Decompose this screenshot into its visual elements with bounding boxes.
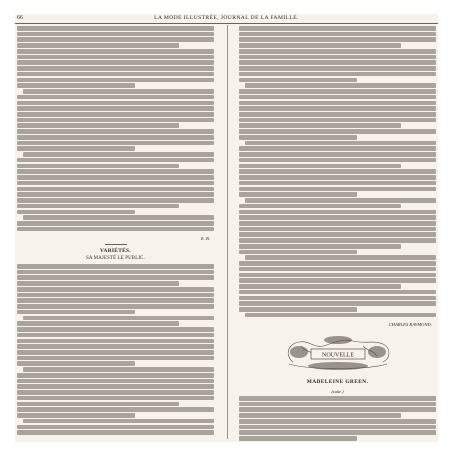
text-line: [17, 407, 214, 412]
text-line: [17, 129, 214, 134]
text-line: [239, 158, 436, 163]
text-line: [17, 321, 179, 326]
text-line: [239, 290, 436, 295]
text-line: [17, 361, 135, 366]
text-line: [239, 181, 436, 186]
text-line: [17, 175, 214, 180]
text-block-varietes: [17, 264, 214, 440]
text-line: [239, 425, 436, 430]
text-line: [17, 106, 214, 111]
text-line: [239, 413, 401, 418]
text-line: [239, 221, 436, 226]
text-line: [239, 43, 401, 48]
text-line: [17, 78, 214, 83]
text-line: [239, 78, 357, 83]
text-line: [239, 436, 357, 441]
text-line: [17, 298, 214, 303]
text-line: [239, 204, 401, 209]
text-line: [17, 402, 179, 407]
text-line: [17, 281, 179, 286]
text-line: [239, 175, 436, 180]
text-line: [17, 227, 214, 232]
text-line: [17, 270, 214, 275]
text-line: [239, 60, 436, 65]
text-line: [239, 215, 436, 220]
text-line: [17, 101, 214, 106]
text-line: [17, 32, 214, 37]
section-title: VARIÉTÉS.: [100, 248, 131, 254]
text-line: [17, 43, 179, 48]
text-line: [239, 101, 436, 106]
text-line: [17, 373, 214, 378]
text-line: [17, 192, 214, 197]
text-line: [239, 26, 436, 31]
right-signature: CHARLES RAYMOND.: [388, 322, 432, 327]
text-line: [17, 123, 179, 128]
text-line: [239, 301, 436, 306]
text-line: [17, 164, 179, 169]
text-line: [17, 198, 214, 203]
text-line: [239, 32, 436, 37]
text-line: [239, 250, 357, 255]
text-line: [23, 152, 214, 157]
text-line: [17, 49, 214, 54]
text-line: [17, 275, 214, 280]
text-line: [239, 164, 401, 169]
text-line: [245, 198, 436, 203]
text-line: [17, 112, 214, 117]
text-line: [239, 407, 436, 412]
text-line: [239, 307, 357, 312]
text-line: [239, 129, 436, 134]
text-line: [23, 215, 214, 220]
text-line: [17, 187, 214, 192]
text-line: [245, 313, 436, 318]
ornamental-vignette: [279, 332, 397, 376]
text-line: [17, 55, 214, 60]
text-line: [239, 112, 436, 117]
text-line: [17, 135, 214, 140]
text-line: [17, 158, 214, 163]
text-line: [239, 284, 401, 289]
text-line: [239, 72, 436, 77]
text-line: [245, 255, 436, 260]
text-line: [239, 261, 436, 266]
text-line: [239, 37, 436, 42]
text-line: [17, 390, 214, 395]
text-line: [239, 267, 436, 272]
header-rule: [15, 23, 438, 24]
running-title: LA MODE ILLUSTRÉE, JOURNAL DE LA FAMILLE.: [154, 15, 299, 21]
text-line: [17, 95, 214, 100]
text-line: [17, 344, 214, 349]
text-line: [239, 187, 436, 192]
text-line: [17, 83, 135, 88]
text-line: [239, 210, 436, 215]
text-line: [17, 118, 214, 123]
text-line: [23, 316, 214, 321]
text-line: [239, 273, 436, 278]
text-line: [23, 89, 214, 94]
text-line: [17, 72, 214, 77]
text-line: [17, 221, 214, 226]
text-line: [17, 310, 135, 315]
page-number: 66: [17, 15, 23, 21]
text-line: [17, 169, 214, 174]
text-line: [239, 227, 436, 232]
text-block-right: [239, 26, 436, 320]
text-line: [239, 123, 401, 128]
story-part: (suite.): [331, 389, 344, 394]
text-line: [239, 232, 436, 237]
text-line: [245, 141, 436, 146]
text-line: [17, 26, 214, 31]
text-line: [17, 327, 214, 332]
text-line: [17, 264, 214, 269]
text-line: [23, 419, 214, 424]
text-line: [17, 293, 214, 298]
column-divider: [227, 25, 228, 439]
text-line: [17, 384, 214, 389]
text-line: [239, 146, 436, 151]
text-line: [239, 66, 436, 71]
text-line: [239, 118, 436, 123]
text-line: [239, 95, 436, 100]
text-line: [239, 396, 436, 401]
text-line: [17, 304, 214, 309]
newspaper-page: [15, 14, 438, 442]
section-subtitle: SA MAJESTÉ LE PUBLIC.: [86, 256, 145, 261]
text-line: [23, 367, 214, 372]
text-line: [239, 402, 436, 407]
text-line: [239, 296, 436, 301]
text-line: [239, 152, 436, 157]
text-line: [239, 49, 436, 54]
text-line: [17, 60, 214, 65]
text-line: [17, 413, 135, 418]
article-signature: E. B.: [200, 236, 210, 241]
story-title: MADELEINE GREEN.: [306, 379, 369, 385]
vignette-label: NOUVELLE: [322, 352, 354, 359]
text-line: [17, 146, 135, 151]
text-line: [17, 425, 214, 430]
text-line: [239, 55, 436, 60]
text-line: [17, 379, 214, 384]
text-block-continuation: [17, 26, 214, 234]
text-line: [239, 192, 357, 197]
text-line: [239, 244, 401, 249]
text-block-story: [239, 396, 436, 442]
text-line: [17, 356, 214, 361]
text-line: [17, 181, 214, 186]
text-line: [239, 135, 357, 140]
text-line: [239, 278, 436, 283]
text-line: [17, 37, 214, 42]
text-line: [239, 106, 436, 111]
text-line: [17, 287, 214, 292]
text-line: [239, 169, 436, 174]
text-line: [17, 430, 214, 435]
text-line: [17, 350, 214, 355]
text-line: [17, 204, 179, 209]
text-line: [239, 419, 436, 424]
text-line: [17, 66, 214, 71]
text-line: [239, 430, 436, 435]
text-line: [239, 89, 436, 94]
text-line: [245, 83, 436, 88]
text-line: [17, 339, 214, 344]
text-line: [17, 210, 135, 215]
page-header: [15, 14, 438, 24]
section-rule: [105, 244, 127, 245]
text-line: [17, 333, 214, 338]
text-line: [239, 238, 436, 243]
text-line: [17, 396, 214, 401]
text-line: [17, 141, 214, 146]
